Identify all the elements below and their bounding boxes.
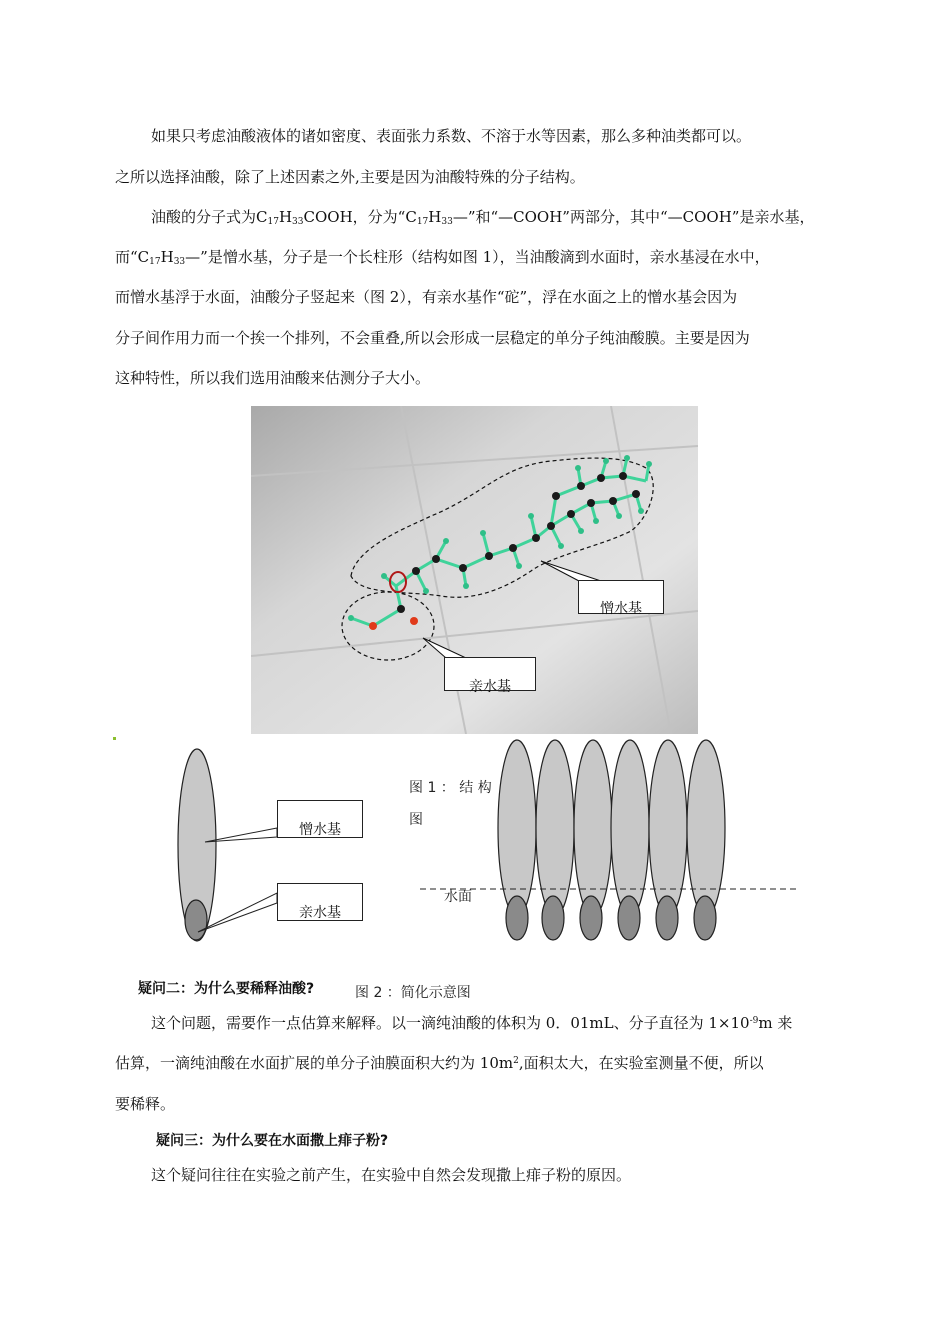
- formula-sub-33: 33: [441, 217, 453, 227]
- paragraph-2-line-2: [115, 237, 840, 278]
- text-segment: 油酸的分子式为: [151, 208, 257, 226]
- paragraph-1: [115, 116, 840, 157]
- question-3-line-1: 这个疑问往往在实验之前产生，在实验中自然会发现撒上痱子粉的原因。: [151, 1166, 632, 1184]
- formula-sub-33: 33: [292, 217, 304, 227]
- text-segment: 而“: [115, 248, 138, 266]
- molecule-head: [185, 900, 207, 940]
- question-2-line-2: [115, 1043, 840, 1084]
- figure-1-caption: [409, 772, 492, 836]
- formula-sub-17: 17: [267, 217, 279, 227]
- text-segment: ．01mL、分子直径为 1×10: [555, 1014, 750, 1032]
- question-2-line-1: [115, 1003, 840, 1044]
- pointer-hydrophilic: [198, 893, 277, 932]
- text-segment: ,面积太大，在实验室测量不便，所以: [518, 1054, 764, 1072]
- paragraph-1-line-2: 之所以选择油酸，除了上述因素之外,主要是因为油酸特殊的分子结构。: [115, 168, 585, 186]
- formula-sub-17: 17: [149, 257, 161, 267]
- figure-2-hydrophobic-label: 憎水基: [277, 800, 363, 838]
- formula-c: C: [137, 248, 150, 266]
- oxygen-atom: [410, 617, 418, 625]
- paragraph-2-line-5: 这种特性，所以我们选用油酸来估测分子大小。: [115, 369, 431, 387]
- figure-1-caption-line-1: 图 1 ： 结 构: [409, 780, 492, 796]
- exponent: 2: [513, 1056, 519, 1066]
- molecule-row: [498, 740, 725, 940]
- formula-c: C: [405, 208, 417, 226]
- question-2-heading: 疑问二：为什么要稀释油酸?: [138, 981, 315, 997]
- question-3-heading: 疑问三：为什么要在水面撒上痱子粉?: [156, 1133, 389, 1149]
- paragraph-2-line-1: [115, 197, 840, 238]
- figure-2-hydrophilic-label: 亲水基: [277, 883, 363, 921]
- paragraph-2-line-4: 分子间作用力而一个挨一个排列，不会重叠,所以会形成一层稳定的单分子纯油酸膜。主要是因为: [115, 329, 750, 347]
- paragraph-1-line-1: 如果只考虑油酸液体的诸如密度、表面张力系数、不溶于水等因素，那么多种油类都可以。: [151, 127, 752, 145]
- exponent: -9: [749, 1016, 759, 1026]
- paragraph-2-line-3: 而憎水基浮于水面，油酸分子竖起来（图 2），有亲水基作“砣”，浮在水面之上的憎水基会因为: [115, 288, 738, 306]
- text-segment: 这个问题，需要作一点估算来解释。以一滴纯油酸的体积为 0: [151, 1014, 556, 1032]
- formula-h: H: [278, 208, 293, 226]
- text-segment: COOH，分为“: [303, 208, 406, 226]
- oxygen-atom: [369, 622, 377, 630]
- text-segment: 估算，一滴纯油酸在水面扩展的单分子油膜面积大约为 10m: [115, 1054, 514, 1072]
- formula-sub-17: 17: [416, 217, 429, 227]
- figure-1-caption-line-2: 图: [409, 812, 423, 828]
- figure-2-caption: 图 2 ：简化示意图: [355, 985, 471, 1001]
- molecule-body: [178, 749, 216, 941]
- formula-sub-33: 33: [173, 257, 186, 267]
- figure-1-hydrophobic-label: 憎水基: [578, 580, 664, 614]
- formula-h: H: [428, 208, 442, 226]
- pointer-hydrophobic: [205, 828, 277, 842]
- figure-1-hydrophilic-label: 亲水基: [444, 657, 536, 691]
- question-2-line-3: 要稀释。: [115, 1095, 176, 1113]
- text-segment: —”和“—COOH”两部分，其中“—COOH”是亲水基，: [452, 208, 815, 226]
- formula-c: C: [256, 208, 268, 226]
- water-surface-label: 水面: [444, 889, 472, 905]
- green-tick-mark: [113, 737, 116, 740]
- text-segment: —”是憎水基，分子是一个长柱形（结构如图 1），当油酸滴到水面时，亲水基浸在水中，: [185, 248, 770, 266]
- formula-h: H: [160, 248, 174, 266]
- paragraph-1-continued: [115, 157, 840, 198]
- text-segment: m 来: [758, 1014, 793, 1032]
